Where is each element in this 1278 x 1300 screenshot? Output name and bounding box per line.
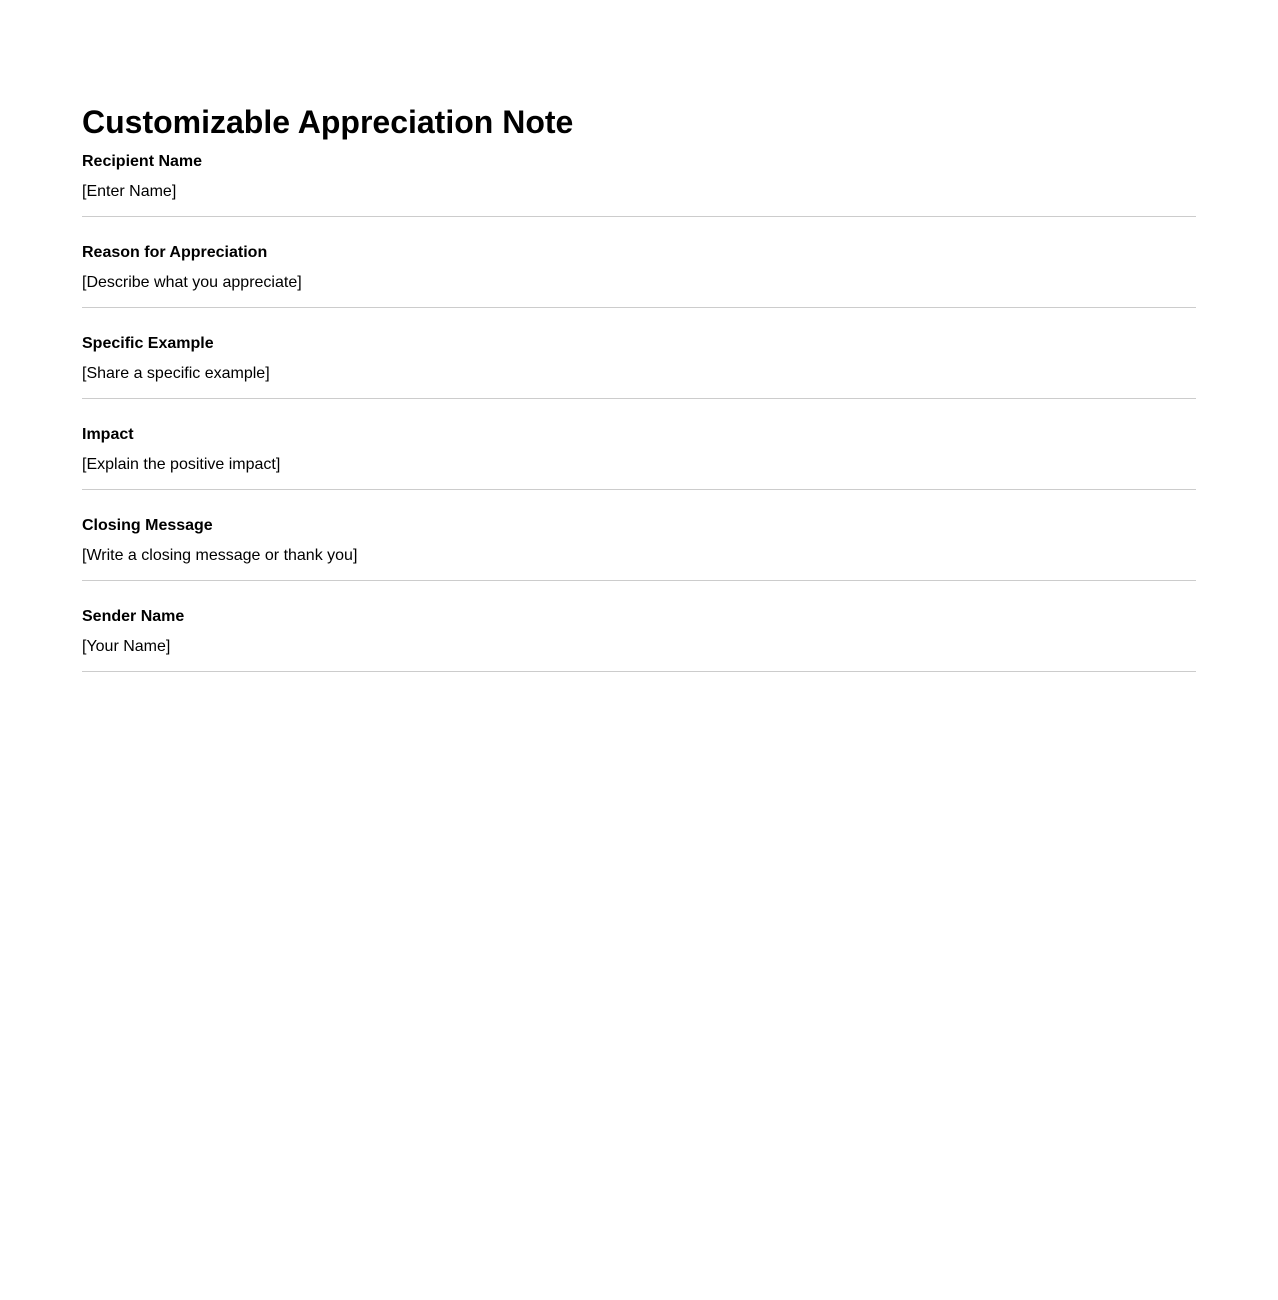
field-label: Sender Name	[82, 608, 185, 625]
reason-field[interactable]: [Describe what you appreciate]	[82, 274, 302, 291]
specific-example-field[interactable]: [Share a specific example]	[82, 365, 270, 382]
specific-example-section	[82, 308, 1196, 399]
impact-section	[82, 399, 1196, 490]
field-label: Closing Message	[82, 517, 213, 534]
field-label: Reason for Appreciation	[82, 244, 268, 261]
sender-name-field[interactable]: [Your Name]	[82, 638, 171, 655]
impact-field[interactable]: [Explain the positive impact]	[82, 456, 281, 473]
sender-name-section	[82, 581, 1196, 672]
field-label: Recipient Name	[82, 153, 203, 170]
closing-message-field[interactable]: [Write a closing message or thank you]	[82, 547, 358, 564]
recipient-name-section	[82, 141, 1196, 217]
recipient-name-field[interactable]: [Enter Name]	[82, 183, 177, 200]
page-title: Customizable Appreciation Note	[82, 104, 574, 140]
closing-message-section	[82, 490, 1196, 581]
reason-section	[82, 217, 1196, 308]
field-label: Specific Example	[82, 335, 214, 352]
appreciation-note	[82, 104, 1196, 672]
field-label: Impact	[82, 426, 134, 443]
